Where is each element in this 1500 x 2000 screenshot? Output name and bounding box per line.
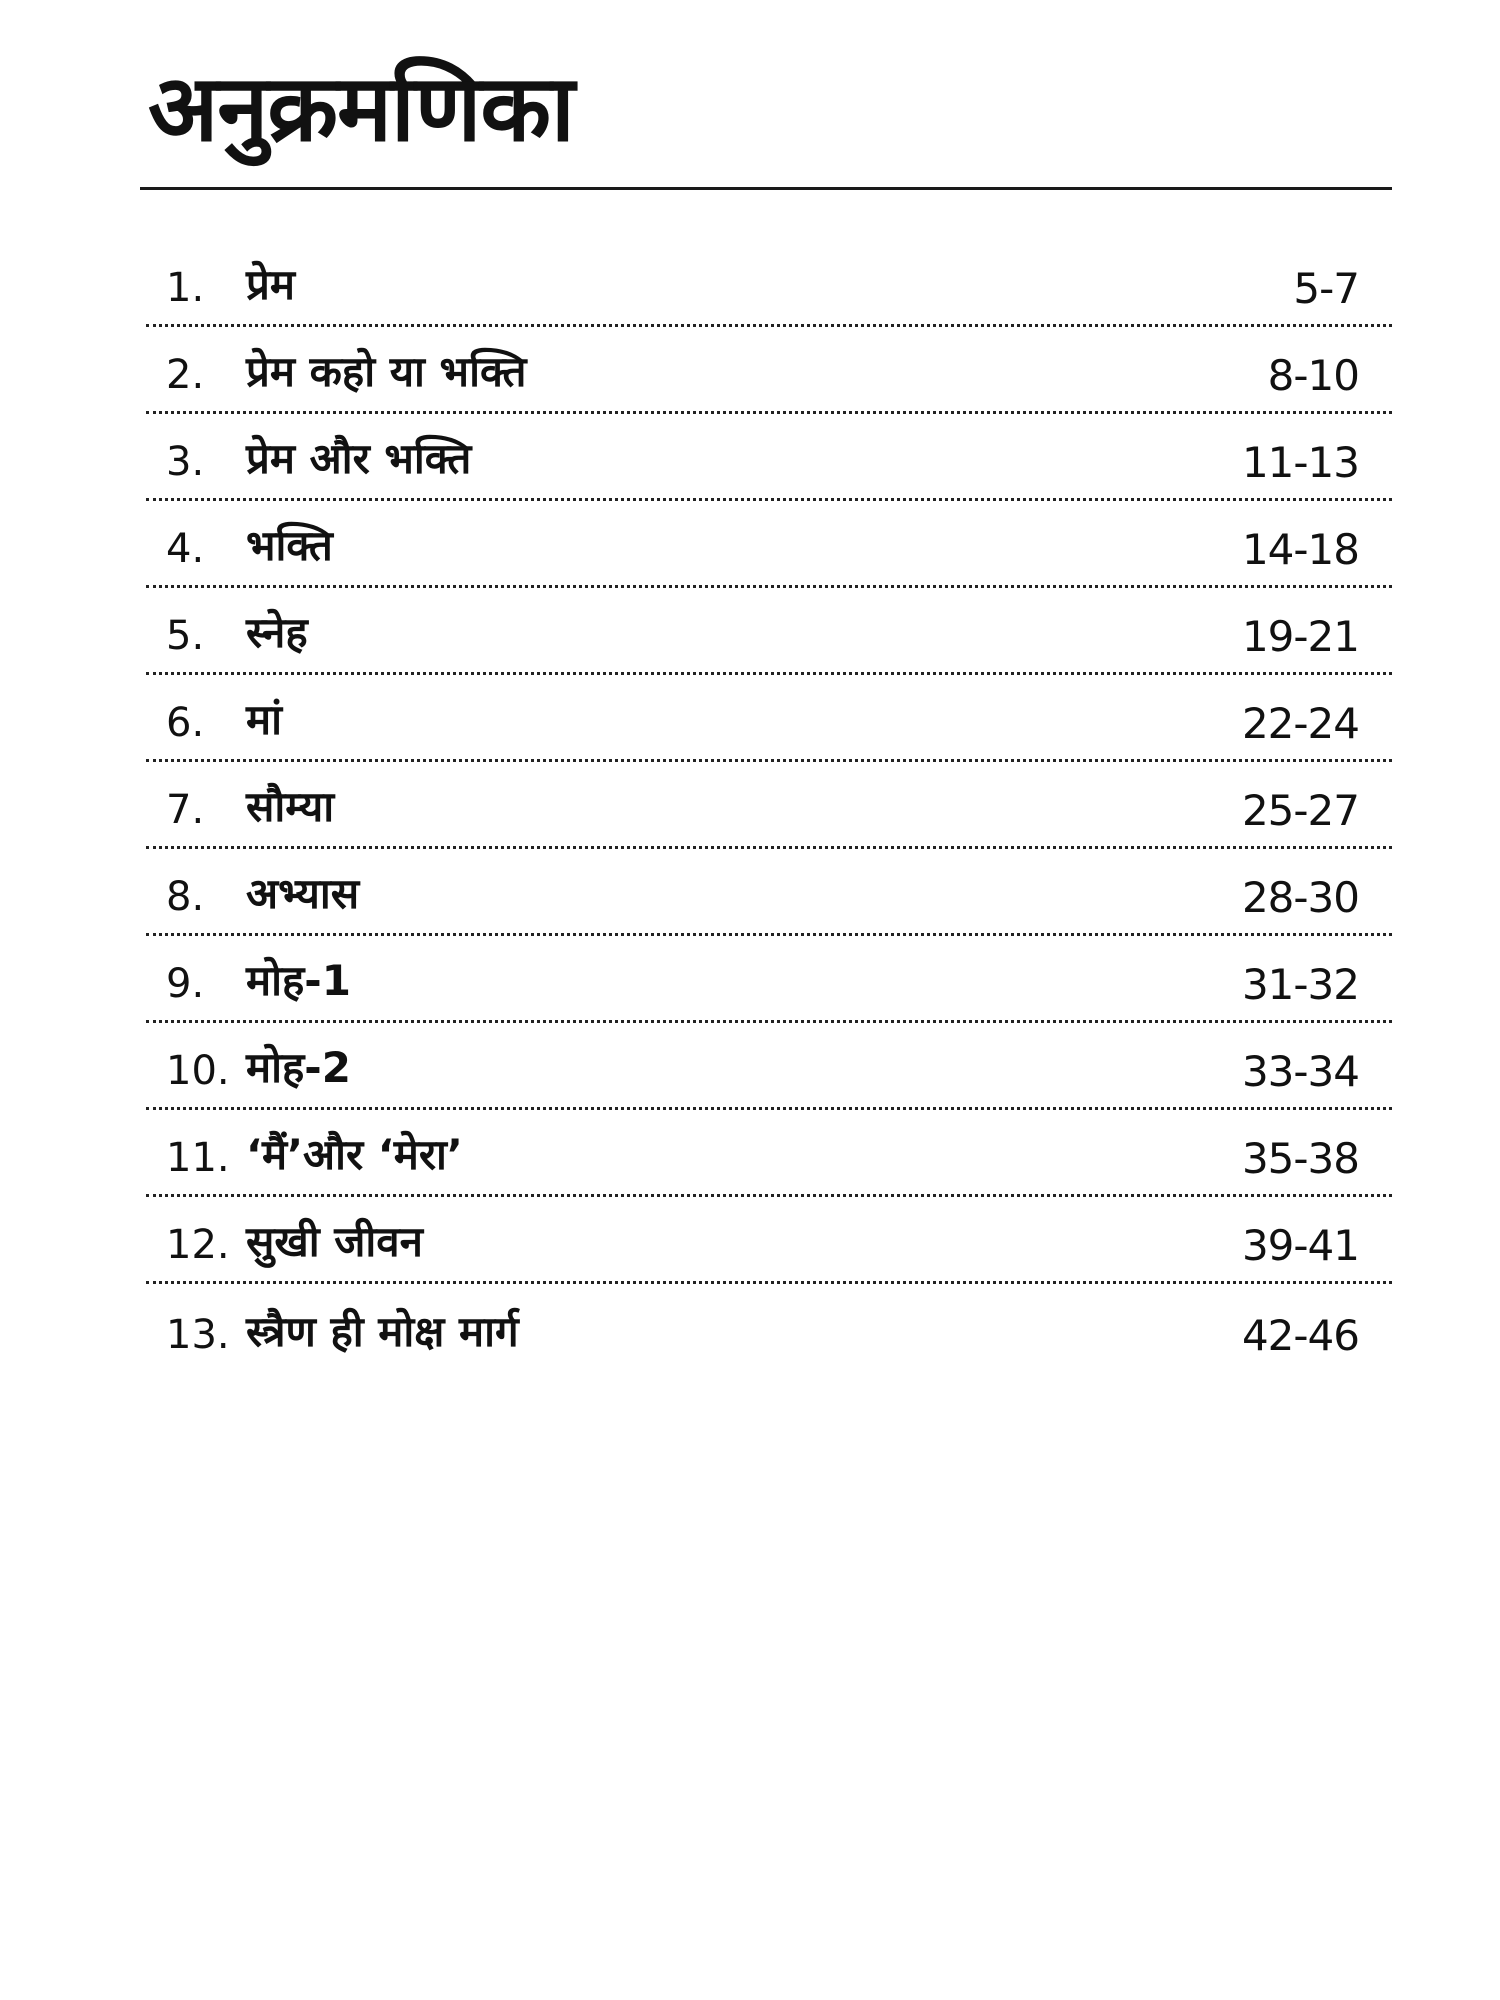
toc-entry-title: ‘मैं’और ‘मेरा’ (246, 1129, 463, 1179)
toc-entry-number: 8. (166, 874, 205, 920)
toc-entry-title: अभ्यास (246, 868, 360, 918)
toc-entry (146, 1197, 1392, 1284)
toc-entry (146, 849, 1392, 936)
table-of-contents (146, 240, 1392, 1371)
toc-entry-number: 2. (166, 352, 205, 398)
toc-entry-pages: 19-21 (1241, 612, 1359, 661)
toc-entry-number: 7. (166, 787, 205, 833)
toc-entry-number: 12. (166, 1222, 230, 1268)
toc-entry-number: 5. (166, 613, 205, 659)
toc-entry-number: 4. (166, 526, 205, 572)
toc-entry-pages: 25-27 (1241, 786, 1359, 835)
toc-entry-title: मोह-2 (246, 1042, 351, 1092)
toc-entry-title: सौम्या (246, 781, 335, 831)
toc-entry-pages: 14-18 (1241, 525, 1359, 574)
toc-entry-title: सुखी जीवन (246, 1216, 423, 1266)
toc-entry-number: 3. (166, 439, 205, 485)
toc-entry-pages: 8-10 (1267, 351, 1359, 400)
toc-entry-pages: 11-13 (1241, 438, 1359, 487)
toc-entry-title: प्रेम और भक्ति (246, 433, 472, 483)
toc-entry-title: भक्ति (246, 520, 333, 570)
toc-entry (146, 501, 1392, 588)
toc-entry-pages: 33-34 (1241, 1047, 1359, 1096)
toc-entry (146, 327, 1392, 414)
toc-entry-pages: 31-32 (1241, 960, 1359, 1009)
toc-entry-pages: 28-30 (1241, 873, 1359, 922)
toc-entry-title: स्त्रैण ही मोक्ष मार्ग (246, 1306, 519, 1356)
toc-entry-title: मोह-1 (246, 955, 351, 1005)
toc-entry-pages: 5-7 (1293, 264, 1359, 313)
page-title: अनुक्रमणिका (148, 55, 574, 162)
toc-entry-number: 13. (166, 1312, 230, 1358)
toc-entry (146, 675, 1392, 762)
toc-entry (146, 414, 1392, 501)
toc-entry-number: 1. (166, 265, 205, 311)
toc-entry (146, 762, 1392, 849)
toc-entry-pages: 22-24 (1241, 699, 1359, 748)
toc-entry (146, 1023, 1392, 1110)
toc-entry-pages: 39-41 (1241, 1221, 1359, 1270)
toc-entry-title: मां (246, 694, 282, 744)
toc-entry-number: 10. (166, 1048, 230, 1094)
toc-entry-number: 6. (166, 700, 205, 746)
toc-entry-pages: 42-46 (1241, 1311, 1359, 1360)
toc-entry-title: स्नेह (246, 607, 308, 657)
toc-entry-title: प्रेम कहो या भक्ति (246, 346, 527, 396)
toc-entry (146, 1284, 1392, 1371)
toc-entry-number: 9. (166, 961, 205, 1007)
toc-entry-number: 11. (166, 1135, 230, 1181)
title-divider (140, 187, 1392, 190)
toc-entry (146, 1110, 1392, 1197)
toc-entry (146, 936, 1392, 1023)
toc-entry-title: प्रेम (246, 259, 296, 309)
toc-entry (146, 240, 1392, 327)
toc-entry (146, 588, 1392, 675)
toc-entry-pages: 35-38 (1241, 1134, 1359, 1183)
